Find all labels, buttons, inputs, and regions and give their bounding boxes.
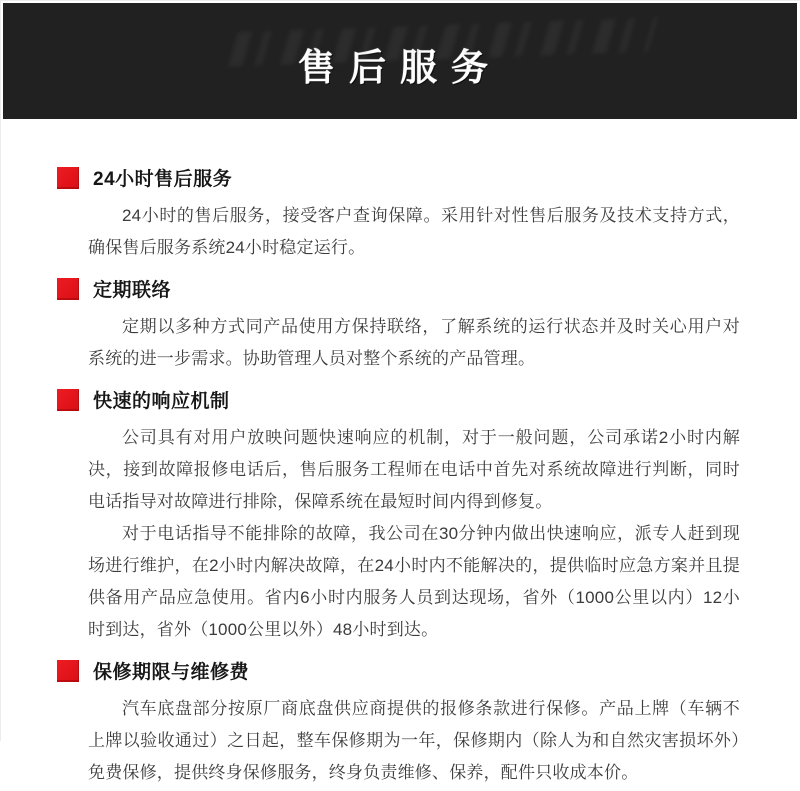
section-rapid-response (88, 386, 740, 646)
section-heading-row (57, 164, 740, 191)
content-area (0, 119, 800, 791)
page-title: 售后服务 (298, 47, 502, 88)
section-paragraph: 24小时的售后服务，接受客户查询保障。采用针对性售后服务及技术支持方式，确保售后服务系统24小时稳定运行。 (88, 206, 740, 257)
header-banner (3, 3, 797, 119)
section-paragraph: 汽车底盘部分按原厂商底盘供应商提供的报修条款进行保修。产品上牌（车辆不上牌以验收通过）之日起，整车保修期为一年，保修期内（除人为和自然灾害损坏外）免费保修，提供终身保修服务，终身负责维修、保养，配件只收成本价。 (88, 699, 740, 782)
section-heading-row (57, 657, 740, 684)
red-square-icon (57, 660, 79, 682)
red-square-icon (57, 389, 79, 411)
section-paragraph: 定期以多种方式同产品使用方保持联络，了解系统的运行状态并及时关心用户对系统的进一步需求。协助管理人员对整个系统的产品管理。 (88, 317, 740, 368)
section-heading-row (57, 275, 740, 302)
section-paragraph: 对于电话指导不能排除的故障，我公司在30分钟内做出快速响应，派专人赶到现场进行维护，在2小时内解决故障，在24小时内不能解决的，提供临时应急方案并且提供备用产品应急使用。省内6小时内服务人员到达现场，省外（1000公里以内）12小时到达，省外（1000公里以外）48小时到达。 (88, 524, 740, 639)
section-heading: 保修期限与维修费 (93, 662, 250, 683)
red-square-icon (57, 167, 79, 189)
section-paragraph: 公司具有对用户放映问题快速响应的机制，对于一般问题，公司承诺2小时内解决，接到故障报修电话后，售后服务工程师在电话中首先对系统故障进行判断，同时电话指导对故障进行排除，保障系统在最短时间内得到修复。 (88, 428, 740, 511)
section-heading: 24小时售后服务 (93, 169, 233, 190)
section-warranty (88, 657, 740, 789)
section-heading-row (57, 386, 740, 413)
section-heading: 快速的响应机制 (93, 391, 230, 412)
section-heading: 定期联络 (93, 280, 172, 301)
section-24h-service (88, 164, 740, 264)
section-regular-contact (88, 275, 740, 375)
red-square-icon (57, 278, 79, 300)
